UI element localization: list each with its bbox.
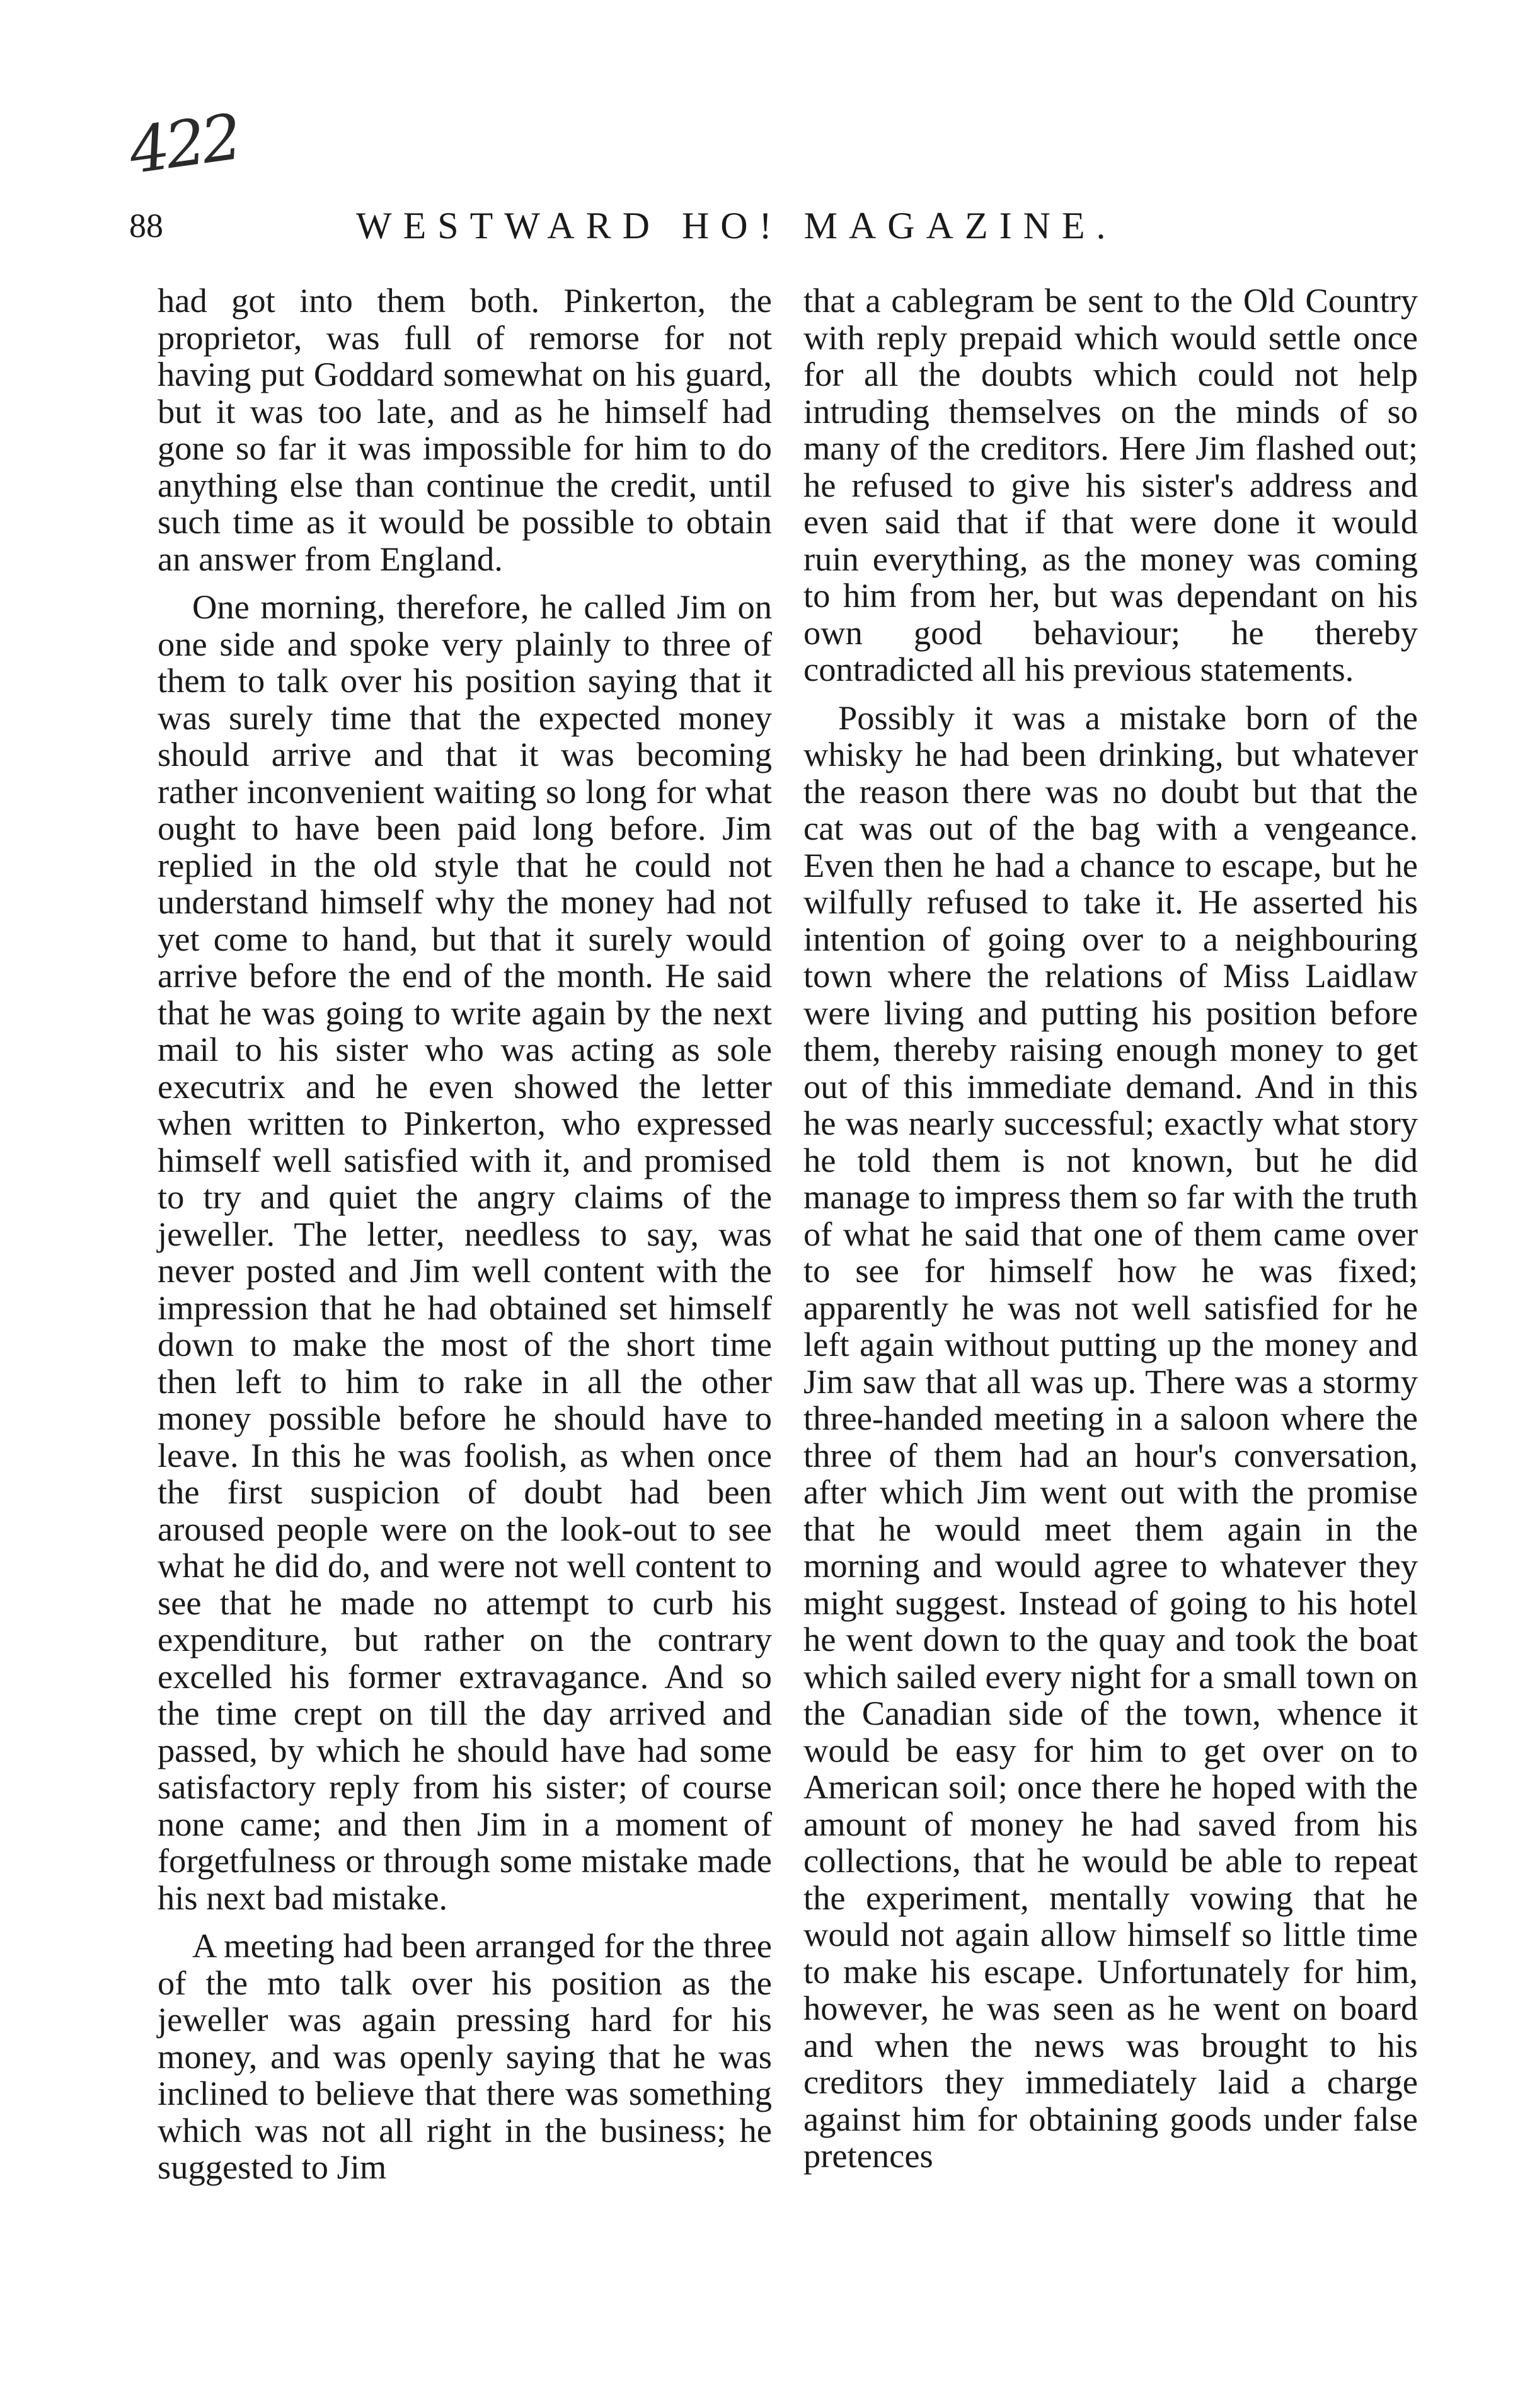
right-column [803, 282, 1418, 2175]
page-number: 88 [129, 207, 163, 245]
paragraph: Possibly it was a mistake born of the whisky he had been drinking, but whatever the reason there was no doubt but that the cat was out of the bag with a vengeance. Even then he had a chance to escape, but he wilfully refused to take it. He asserted his intention of going over to a neighbouring town where the relations of Miss Laidlaw were living and putting his position before them, thereby raising enough money to get out of this immediate demand. And in this he was nearly successful; exactly what story he told them is not known, but he did manage to impress them so far with the truth of what he said that one of them came over to see for himself how he was fixed; apparently he was not well satisfied for he left again without putting up the money and Jim saw that all was up. There was a stormy three-handed meeting in a saloon where the three of them had an hour's conversation, after which Jim went out with the promise that he would meet them again in the morning and would agree to whatever they might suggest. Instead of going to his hotel he went down to the quay and took the boat which sailed every night for a small town on the Canadian side of the town, whence it would be easy for him to get over on to American soil; once there he hoped with the amount of money he had saved from his collections, that he would be able to repeat the experiment, mentally vowing that he would not again allow himself so little time to make his escape. Unfortunately for him, however, he was seen as he went on board and when the news was brought to his creditors they immediately laid a charge against him for obtaining goods under false pretences [803, 698, 1418, 2175]
paragraph: A meeting had been arranged for the three of the mto talk over his position as the jeweller was again pressing hard for his money, and was openly saying that he was inclined to believe that there was something which was not all right in the business; he suggested to Jim [158, 1926, 772, 2186]
paragraph: One morning, therefore, he called Jim on one side and spoke very plainly to three of them to talk over his position saying that it was surely time that the expected money should arrive and that it was becoming rather inconvenient waiting so long for what ought to have been paid long before. Jim replied in the old style that he could not understand himself why the money had not yet come to hand, but that it surely would arrive before the end of the month. He said that he was going to write again by the next mail to his sister who was acting as sole executrix and he even showed the letter when written to Pinkerton, who expressed himself well satisfied with it, and promised to try and quiet the angry claims of the jeweller. The letter, needless to say, was never posted and Jim well content with the impression that he had obtained set himself down to make the most of the short time then left to him to rake in all the other money possible before he should have to leave. In this he was foolish, as when once the first suspicion of doubt had been aroused people were on the look-out to see what he did do, and were not well content to see that he made no attempt to curb his expenditure, but rather on the contrary excelled his former extravagance. And so the time crept on till the day arrived and passed, by which he should have had some satisfactory reply from his sister; of course none came; and then Jim in a moment of forgetfulness or through some mistake made his next bad mistake. [158, 588, 772, 1917]
article-body [158, 282, 1424, 2363]
paragraph: had got into them both. Pinkerton, the proprietor, was full of remorse for not having put Goddard somewhat on his guard, but it was too late, and as he himself had gone so far it was impossible for him to do anything else than continue the credit, until such time as it would be possible to obtain an answer from England. [158, 281, 772, 578]
page-header [129, 200, 1421, 251]
running-title: WESTWARD HO! MAGAZINE. [356, 205, 1117, 246]
paragraph: that a cablegram be sent to the Old Country with reply prepaid which would settle once for all the doubts which could not help intruding themselves on the minds of so many of the creditors. Here Jim flashed out; he refused to give his sister's address and even said that if that were done it would ruin everything, as the money was coming to him from her, but was dependant on his own good behaviour; he thereby contradicted all his previous statements. [803, 281, 1418, 688]
left-column [158, 282, 772, 2186]
handwritten-page-annotation: 422 [124, 100, 243, 188]
